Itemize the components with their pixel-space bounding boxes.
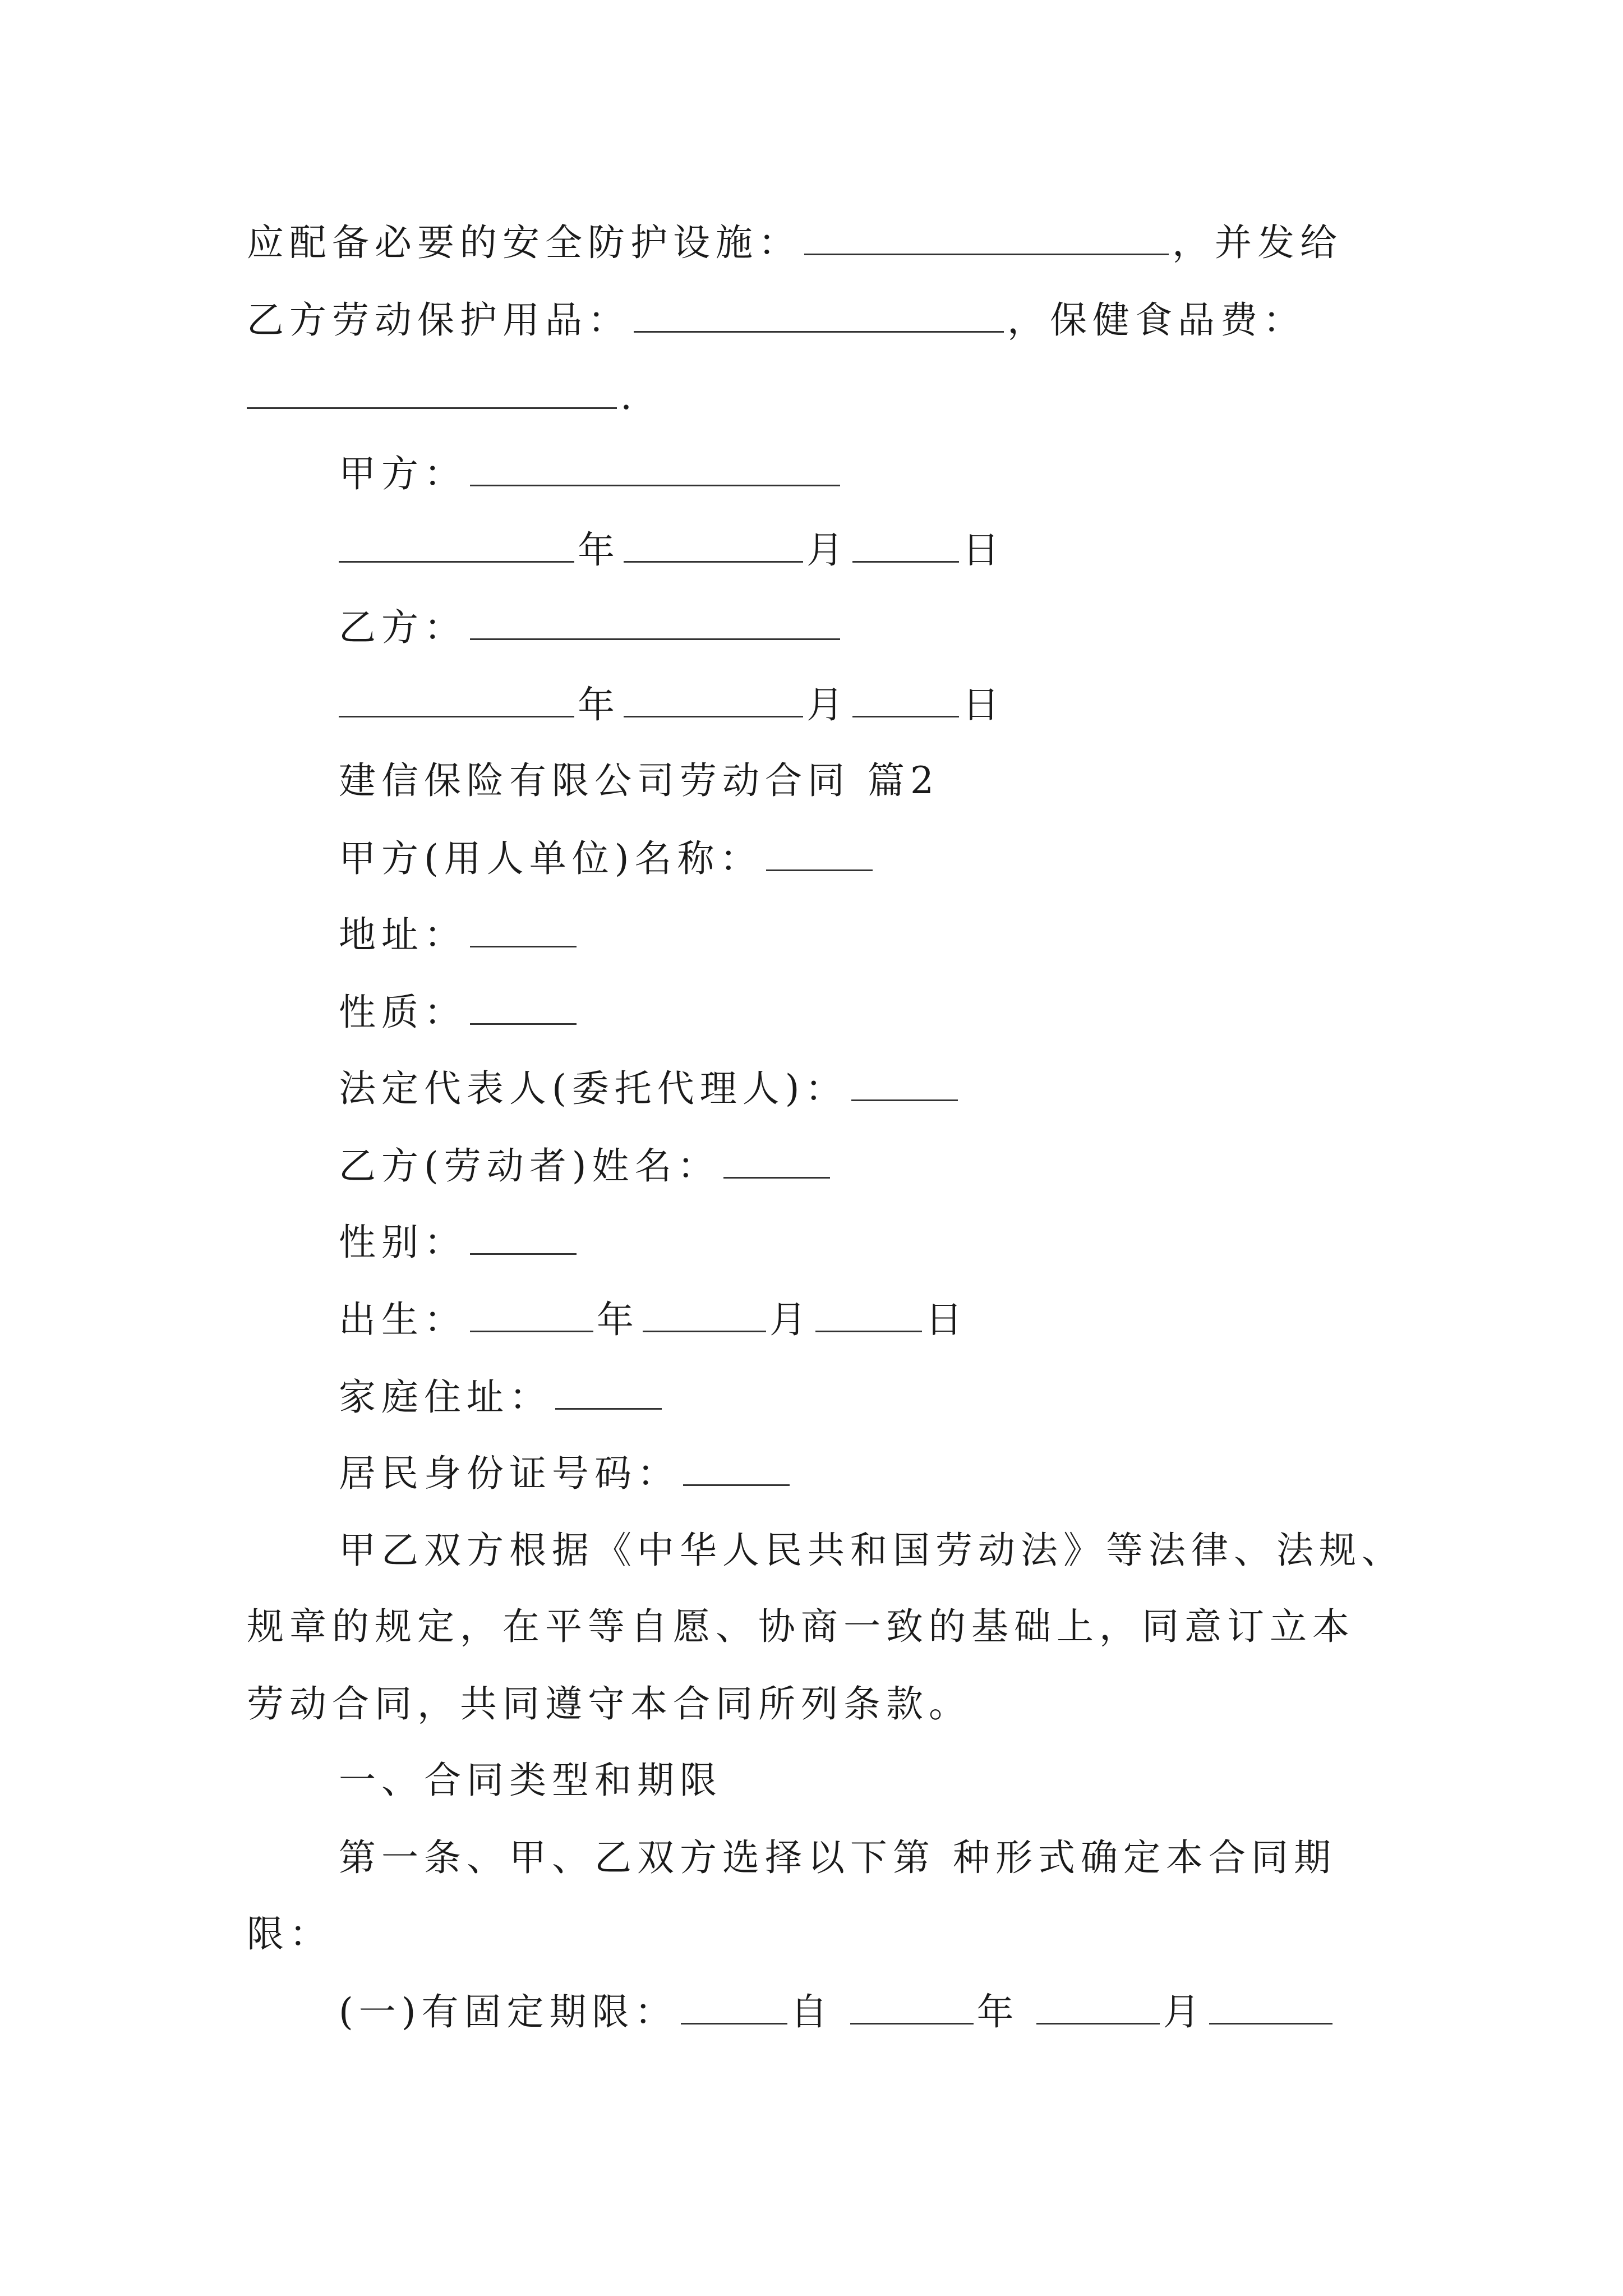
id-number-line (339, 1451, 793, 1496)
birth-year-blank[interactable] (470, 1297, 593, 1332)
id-number-blank[interactable] (683, 1451, 790, 1486)
para1-line3 (247, 374, 638, 419)
birth-day-label: 日 (925, 1298, 968, 1341)
party-b-year-blank[interactable] (339, 682, 574, 717)
safety-facilities-blank[interactable] (804, 220, 1169, 255)
intro-line1: 甲乙双方根据《中华人民共和国劳动法》等法律、法规、 (339, 1529, 1404, 1572)
party-b-blank[interactable] (470, 605, 840, 640)
party-a-month-label: 月 (806, 528, 849, 572)
id-number-label: 居民身份证号码： (339, 1452, 680, 1495)
party-b-date-line (339, 682, 1005, 728)
employer-name-line (339, 836, 876, 881)
party-b-sign-line (339, 605, 843, 650)
health-food-blank[interactable] (247, 374, 617, 409)
fixed-term-month: 月 (1163, 1990, 1206, 2033)
worker-name-line (339, 1143, 833, 1189)
fixed-term-day-blank[interactable] (1209, 1989, 1332, 2024)
birth-month-label: 月 (769, 1298, 812, 1341)
gender-line (339, 1220, 580, 1265)
para1-line3-end: . (620, 375, 638, 418)
protective-gear-blank[interactable] (634, 297, 1004, 333)
address-line (339, 912, 580, 958)
party-b-day-label: 日 (962, 683, 1005, 726)
birth-label: 出生： (339, 1298, 467, 1341)
address-blank[interactable] (470, 912, 577, 947)
fixed-term-label: (一)有固定期限： (339, 1990, 677, 2033)
party-a-date-line (339, 527, 1005, 573)
employer-name-label: 甲方(用人单位)名称： (339, 837, 763, 880)
fixed-term-month-blank[interactable] (1036, 1989, 1160, 2024)
party-a-month-blank[interactable] (624, 527, 803, 563)
birth-year-label: 年 (597, 1298, 639, 1341)
legal-rep-label: 法定代表人(委托代理人)： (339, 1067, 848, 1110)
party-a-day-label: 日 (962, 528, 1005, 572)
chapter1-heading: 一、合同类型和期限 (339, 1759, 722, 1802)
nature-line (339, 990, 580, 1035)
fixed-term-year-blank[interactable] (850, 1989, 974, 2024)
home-address-label: 家庭住址： (339, 1375, 552, 1419)
party-b-month-label: 月 (806, 683, 849, 726)
gender-label: 性别： (339, 1221, 467, 1264)
worker-name-label: 乙方(劳动者)姓名： (339, 1144, 720, 1188)
birth-line (339, 1297, 968, 1342)
protective-gear-label: 乙方劳动保护用品： (247, 298, 630, 342)
birth-month-blank[interactable] (643, 1297, 766, 1332)
legal-rep-blank[interactable] (851, 1066, 958, 1101)
party-a-blank[interactable] (470, 451, 840, 486)
para1-line1-end: ，并发给 (1172, 221, 1343, 264)
party-a-year-blank[interactable] (339, 527, 574, 563)
intro-line3: 劳动合同，共同遵守本合同所列条款。 (247, 1682, 971, 1726)
section-title: 建信保险有限公司劳动合同 篇2 (339, 759, 939, 802)
intro-line2: 规章的规定，在平等自愿、协商一致的基础上，同意订立本 (247, 1605, 1355, 1648)
party-b-day-blank[interactable] (852, 682, 959, 717)
legal-rep-line (339, 1066, 961, 1111)
para1-line2 (247, 297, 1306, 343)
nature-blank[interactable] (470, 990, 577, 1025)
home-address-line (339, 1374, 665, 1420)
party-a-sign-line (339, 451, 843, 496)
article1-line1: 第一条、甲、乙双方选择以下第 种形式确定本合同期 (339, 1836, 1336, 1879)
party-a-year-label: 年 (578, 528, 620, 572)
gender-blank[interactable] (470, 1220, 577, 1255)
home-address-blank[interactable] (555, 1374, 662, 1410)
address-label: 地址： (339, 913, 467, 956)
worker-name-blank[interactable] (723, 1143, 830, 1179)
party-a-day-blank[interactable] (852, 527, 959, 563)
party-b-month-blank[interactable] (624, 682, 803, 717)
article1-line2: 限： (247, 1912, 332, 1955)
party-b-year-label: 年 (578, 683, 620, 726)
health-food-label: ，保健食品费： (1007, 298, 1306, 342)
fixed-term-from: 自 (790, 1990, 833, 2033)
party-b-label: 乙方： (339, 606, 467, 649)
employer-name-blank[interactable] (766, 836, 873, 871)
party-a-label: 甲方： (339, 452, 467, 495)
fixed-term-line (339, 1989, 1336, 2035)
fixed-term-year: 年 (976, 1990, 1020, 2033)
safety-facilities-label: 应配备必要的安全防护设施： (247, 221, 801, 264)
para1-line1 (247, 220, 1343, 265)
fixed-term-blank[interactable] (681, 1989, 787, 2024)
birth-day-blank[interactable] (815, 1297, 922, 1332)
nature-label: 性质： (339, 991, 467, 1034)
